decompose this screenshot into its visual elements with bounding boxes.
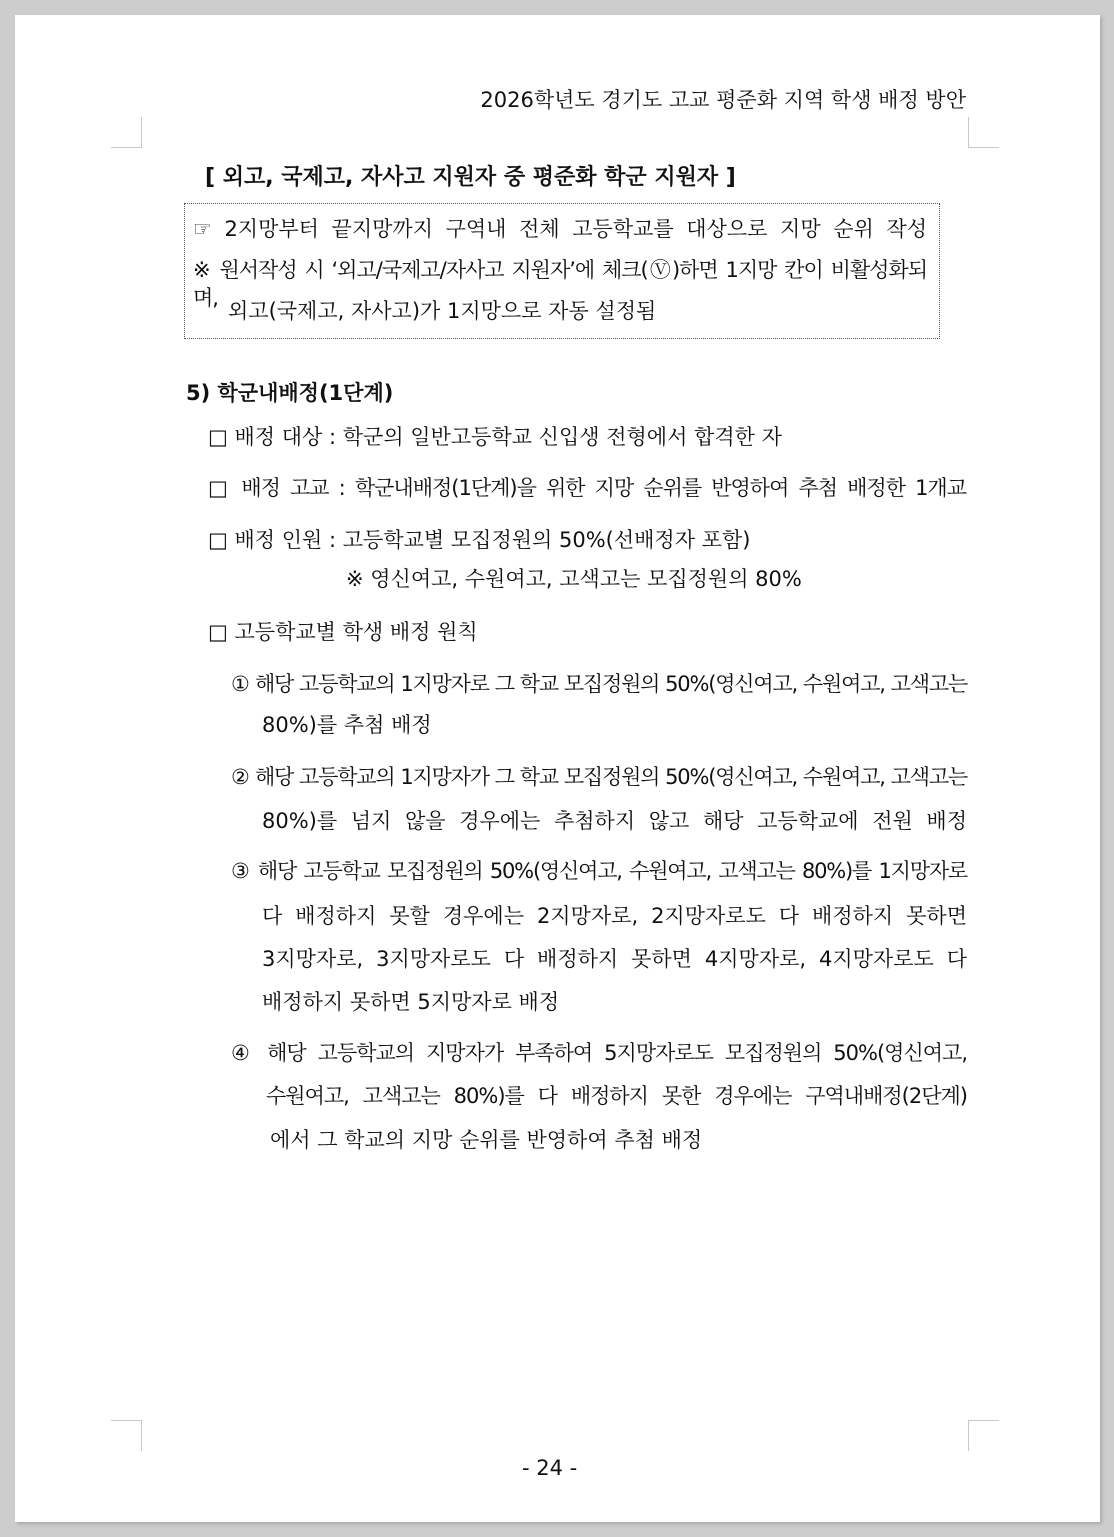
principle-line: ③ 해당 고등학교 모집정원의 50%(영신여고, 수원여고, 고색고는 80%)를 1지망자로 (231, 859, 967, 883)
list-item: □ 배정 대상 : 학군의 일반고등학교 신입생 전형에서 합격한 자 (208, 425, 782, 449)
crop-mark (111, 117, 142, 148)
crop-mark (111, 1420, 142, 1451)
box-title: [ 외고, 국제고, 자사고 지원자 중 평준화 학군 지원자 ] (205, 165, 736, 190)
list-item: □ 고등학교별 학생 배정 원칙 (208, 620, 478, 644)
box-line: ※ 원서작성 시 ‘외고/국제고/자사고 지원자’에 체크(Ⓥ)하면 1지망 칸이 비활성화되며, (193, 258, 927, 310)
principle-line: 수원여고, 고색고는 80%)를 다 배정하지 못한 경우에는 구역내배정(2단계) (266, 1084, 967, 1108)
list-item: □ 배정 고교 : 학군내배정(1단계)을 위한 지망 순위를 반영하여 추첨 배정한 1개교 (208, 476, 966, 500)
list-item: □ 배정 인원 : 고등학교별 모집정원의 50%(선배정자 포함) (208, 528, 751, 552)
principle-line: 80%)를 넘지 않을 경우에는 추첨하지 않고 해당 고등학교에 전원 배정 (262, 809, 967, 833)
principle-line: 다 배정하지 못할 경우에는 2지망자로, 2지망자로도 다 배정하지 못하면 (262, 904, 967, 928)
box-line: 외고(국제고, 자사고)가 1지망으로 자동 설정됨 (228, 299, 657, 323)
principle-line: 80%)를 추첨 배정 (262, 713, 432, 737)
principle-line: ① 해당 고등학교의 1지망자로 그 학교 모집정원의 50%(영신여고, 수원여고, 고색고는 (231, 672, 967, 696)
box-line: ☞ 2지망부터 끝지망까지 구역내 전체 고등학교를 대상으로 지망 순위 작성 (193, 217, 927, 241)
running-header: 2026학년도 경기도 고교 평준화 지역 학생 배정 방안 (480, 88, 966, 112)
principle-line: 3지망자로, 3지망자로도 다 배정하지 못하면 4지망자로, 4지망자로도 다 (262, 947, 967, 971)
list-note: ※ 영신여고, 수원여고, 고색고는 모집정원의 80% (346, 567, 802, 591)
principle-line: ④ 해당 고등학교의 지망자가 부족하여 5지망자로도 모집정원의 50%(영신여고, (231, 1041, 967, 1065)
principle-line: 에서 그 학교의 지망 순위를 반영하여 추첨 배정 (270, 1128, 703, 1152)
crop-mark (968, 117, 999, 148)
principle-line: 배정하지 못하면 5지망자로 배정 (262, 990, 560, 1014)
principle-line: ② 해당 고등학교의 1지망자가 그 학교 모집정원의 50%(영신여고, 수원여고, 고색고는 (231, 765, 967, 789)
page-number: - 24 - (522, 1456, 578, 1480)
crop-mark (968, 1420, 999, 1451)
section-heading: 5) 학군내배정(1단계) (186, 381, 394, 405)
